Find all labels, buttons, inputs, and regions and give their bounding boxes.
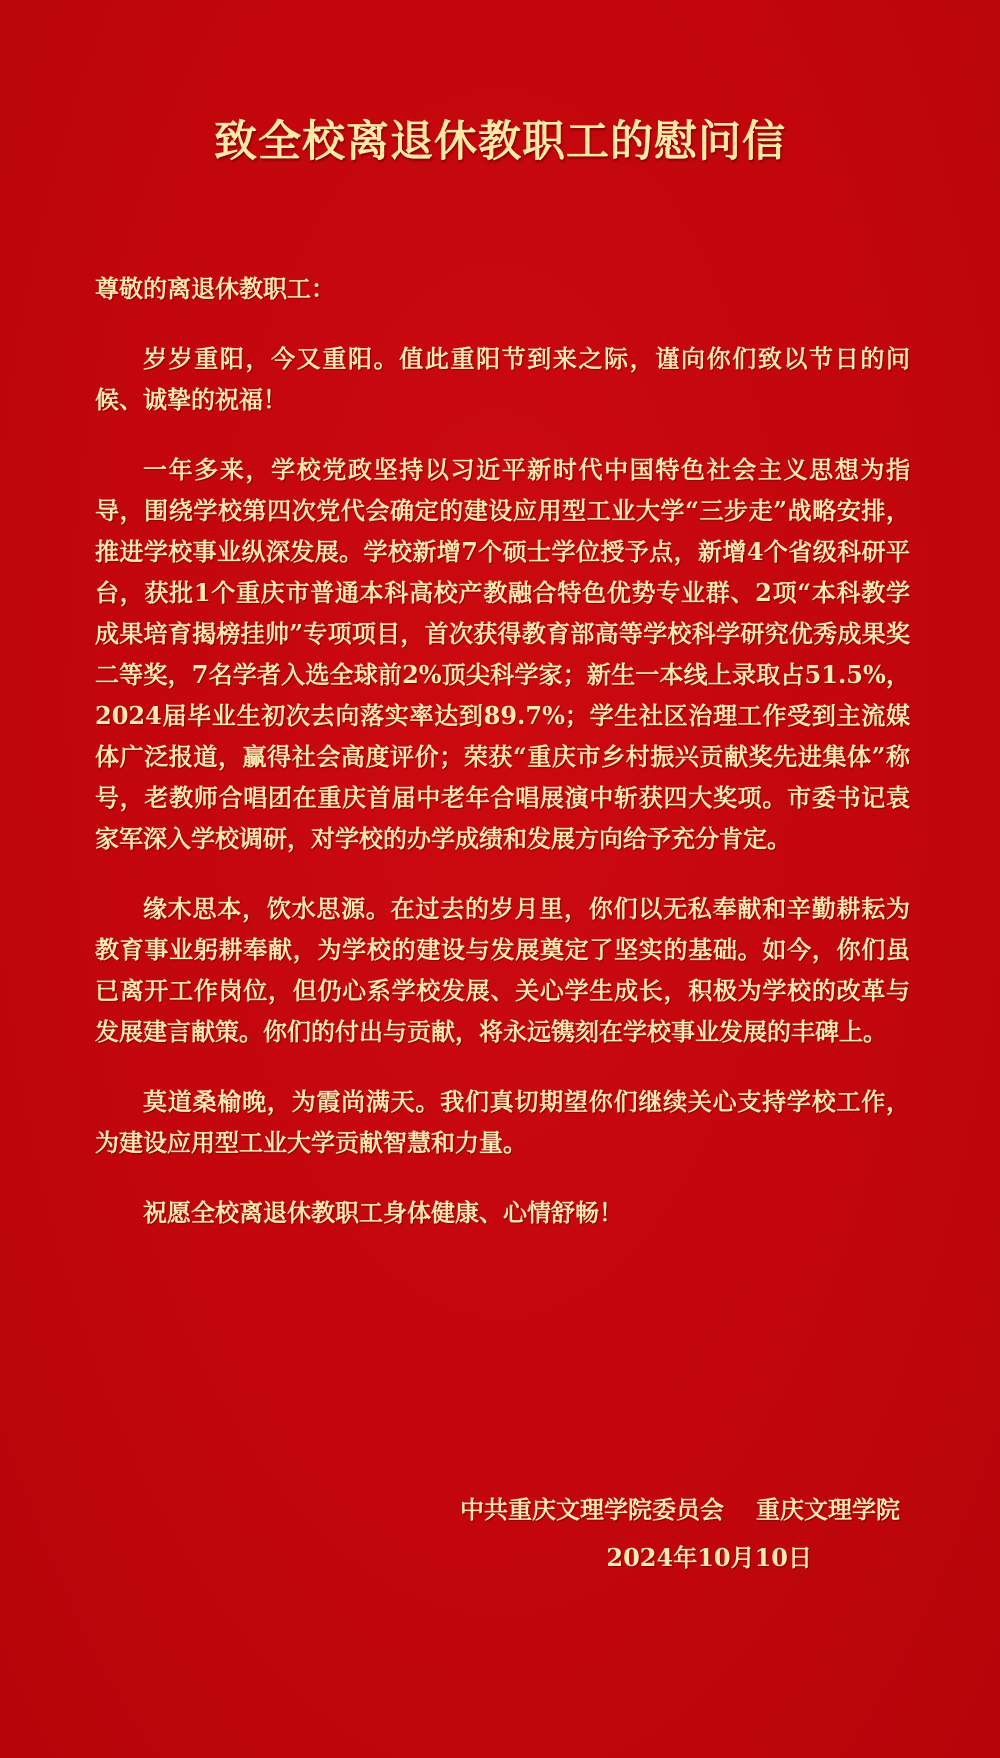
signature-date: 2024年10月10日 xyxy=(606,1543,812,1572)
paragraph-greeting: 岁岁重阳，今又重阳。值此重阳节到来之际，谨向你们致以节日的问候、诚挚的祝福！ xyxy=(95,344,910,414)
paragraph-wishes: 祝愿全校离退休教职工身体健康、心情舒畅！ xyxy=(143,1198,623,1227)
signature-block xyxy=(460,1486,900,1582)
paragraph-achievements: 一年多来，学校党政坚持以习近平新时代中国特色社会主义思想为指导，围绕学校第四次党代会确定的建设应用型工业大学“三步走”战略安排，推进学校事业纵深发展。学校新增7个硕士学位授予点，新增4个省级科研平台，获批1个重庆市普通本科高校产教融合特色优势专业群、2项“本科教学成果培育揭榜挂帅”专项项目，首次获得教育部高等学校科学研究优秀成果奖二等奖，7名学者入选全球前2%顶尖科学家；新生一本线上录取占51.5%，2024届毕业生初次去向落实率达到89.7%；学生社区治理工作受到主流媒体广泛报道，赢得社会高度评价；荣获“重庆市乡村振兴贡献奖先进集体”称号，老教师合唱团在重庆首届中老年合唱展演中斩获四大奖项。市委书记袁家军深入学校调研，对学校的办学成绩和发展方向给予充分肯定。 xyxy=(95,455,910,853)
salutation: 尊敬的离退休教职工： xyxy=(95,274,335,303)
letter-body xyxy=(95,268,910,1262)
letter-title: 致全校离退休教职工的慰问信 xyxy=(214,117,786,167)
paragraph-gratitude: 缘木思本，饮水思源。在过去的岁月里，你们以无私奉献和辛勤耕耘为教育事业躬耕奉献，为学校的建设与发展奠定了坚实的基础。如今，你们虽已离开工作岗位，但仍心系学校发展、关心学生成长，积极为学校的改革与发展建言献策。你们的付出与贡献，将永远镌刻在学校事业发展的丰碑上。 xyxy=(95,894,910,1046)
paragraph-expectation: 莫道桑榆晚，为霞尚满天。我们真切期望你们继续关心支持学校工作，为建设应用型工业大学贡献智慧和力量。 xyxy=(95,1087,910,1157)
signature-organizations xyxy=(460,1486,900,1534)
signature-college: 重庆文理学院 xyxy=(756,1495,900,1524)
signature-party-committee: 中共重庆文理学院委员会 xyxy=(460,1495,724,1524)
